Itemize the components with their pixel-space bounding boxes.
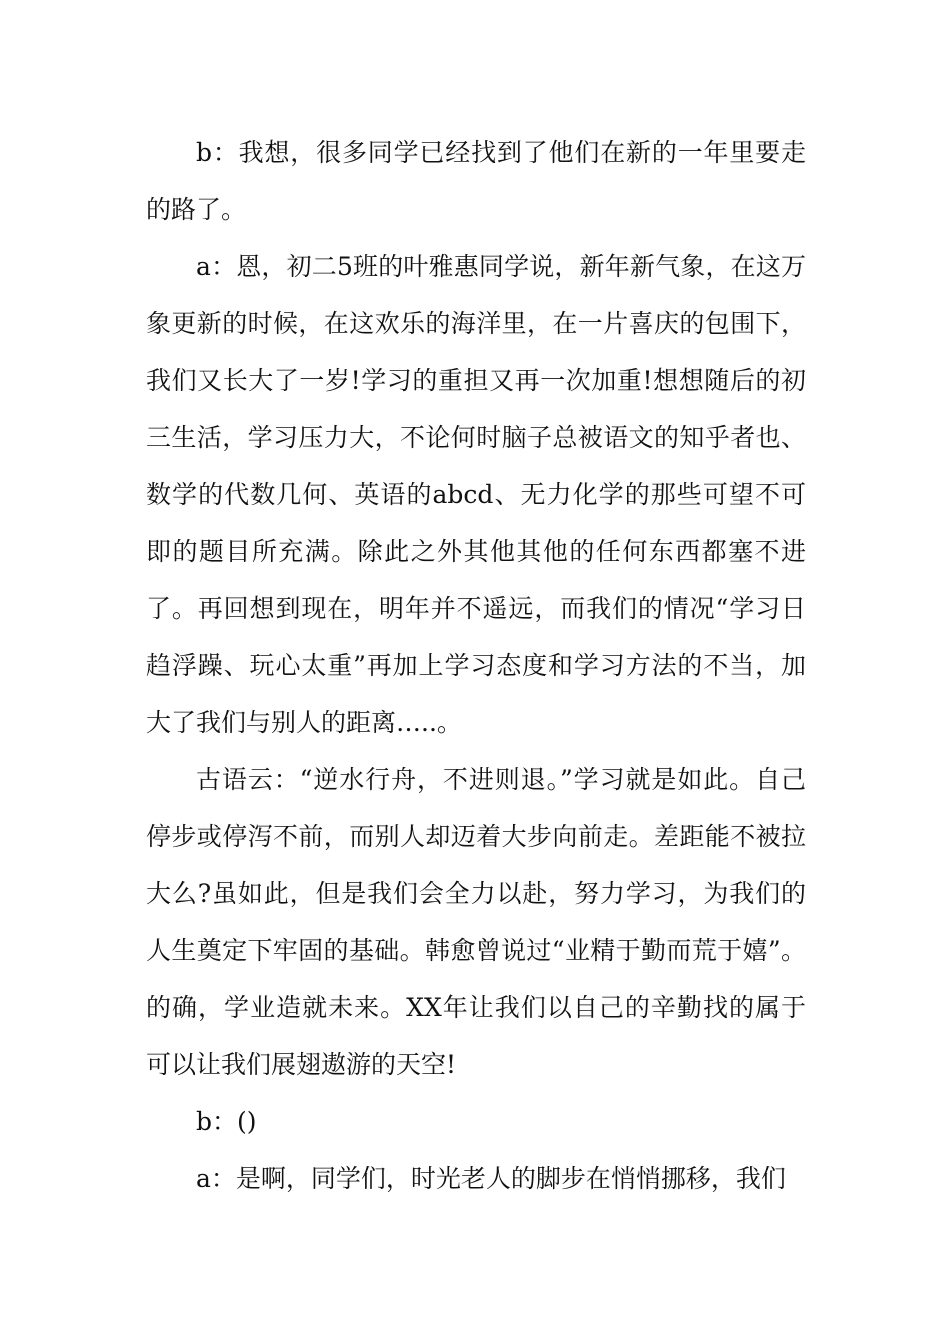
document-page: [146, 124, 806, 1207]
paragraph-a-new-year: a：恩，初二5班的叶雅惠同学说，新年新气象，在这万象更新的时候，在这欢乐的海洋里，在一片喜庆的包围下，我们又长大了一岁!学习的重担又再一次加重!想想随后的初三生活，学习压力大，不论何时脑子总被语文的知乎者也、数学的代数几何、英语的abcd、无力化学的那些可望不可即的题目所充满。除此之外其他其他的任何东西都塞不进了。再回想到现在，明年并不遥远，而我们的情况“学习日趋浮躁、玩心太重”再加上学习态度和学习方法的不当，加大了我们与别人的距离…..。: [146, 252, 806, 737]
paragraph-a-time: a：是啊，同学们，时光老人的脚步在悄悄挪移，我们: [196, 1164, 786, 1193]
paragraph-proverb: 古语云：“逆水行舟，不进则退。”学习就是如此。自己停步或停泻不前，而别人却迈着大步向前走。差距能不被拉大么?虽如此，但是我们会全力以赴，努力学习，为我们的人生奠定下牢固的基础。韩愈曾说过“业精于勤而荒于嬉”。的确，学业造就未来。XX年让我们以自己的辛勤找的属于可以让我们展翅遨游的天空!: [146, 765, 806, 1079]
paragraph-b-road: b：我想，很多同学已经找到了他们在新的一年里要走的路了。: [146, 138, 806, 224]
paragraph-b-blank: b：(): [196, 1107, 257, 1136]
